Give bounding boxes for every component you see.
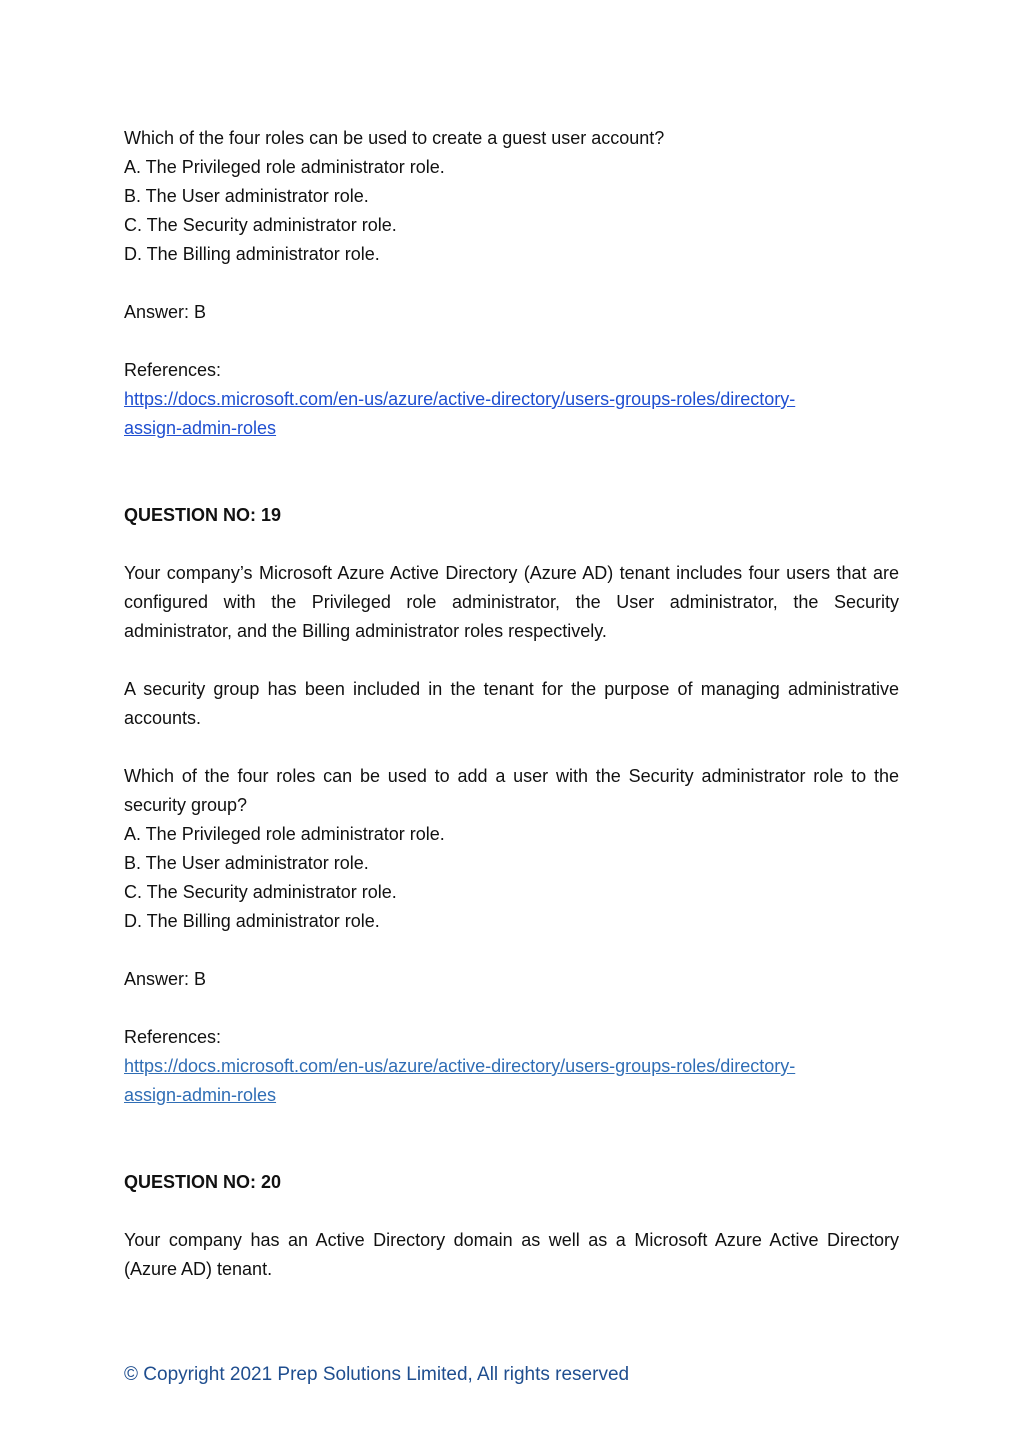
question-19-text: Which of the four roles can be used to add a user with the Security administrator role to the security group? xyxy=(124,766,899,815)
question-18-section xyxy=(124,124,899,443)
question-19-option-a: A. The Privileged role administrator role. xyxy=(124,824,445,844)
question-20-heading: QUESTION NO: 20 xyxy=(124,1172,282,1192)
question-19-heading: QUESTION NO: 19 xyxy=(124,505,282,525)
question-19-link-line-2: assign-admin-roles xyxy=(124,1085,277,1105)
question-19-paragraph-2: A security group has been included in the tenant for the purpose of managing administrative accounts. xyxy=(124,679,899,728)
question-19-option-c: C. The Security administrator role. xyxy=(124,882,397,902)
question-19-reference-link[interactable] xyxy=(124,1052,899,1110)
question-19-answer: Answer: B xyxy=(124,969,207,989)
question-20-section xyxy=(124,1168,899,1284)
question-19-option-b: B. The User administrator role. xyxy=(124,853,369,873)
question-18-option-d: D. The Billing administrator role. xyxy=(124,244,380,264)
question-19-paragraph-1: Your company’s Microsoft Azure Active Directory (Azure AD) tenant includes four users that are configured with the Privileged role administrator, the User administrator, the Security administrator, and the Billing administrator roles respectively. xyxy=(124,563,899,641)
question-18-text: Which of the four roles can be used to create a guest user account? xyxy=(124,128,665,148)
question-18-link-line-2: assign-admin-roles xyxy=(124,418,277,438)
question-18-option-c: C. The Security administrator role. xyxy=(124,215,397,235)
question-18-option-b: B. The User administrator role. xyxy=(124,186,369,206)
question-18-link-line-1: https://docs.microsoft.com/en-us/azure/active-directory/users-groups-roles/directory- xyxy=(124,389,796,409)
question-18-references-label: References: xyxy=(124,360,222,380)
question-19-references-label: References: xyxy=(124,1027,222,1047)
question-19-link-line-1: https://docs.microsoft.com/en-us/azure/active-directory/users-groups-roles/directory- xyxy=(124,1056,796,1076)
question-20-paragraph-1: Your company has an Active Directory domain as well as a Microsoft Azure Active Directory (Azure AD) tenant. xyxy=(124,1230,899,1279)
question-18-reference-link[interactable] xyxy=(124,385,899,443)
question-18-option-a: A. The Privileged role administrator role. xyxy=(124,157,445,177)
question-19-option-d: D. The Billing administrator role. xyxy=(124,911,380,931)
question-18-answer: Answer: B xyxy=(124,302,207,322)
copyright-footer: © Copyright 2021 Prep Solutions Limited, All rights reserved xyxy=(124,1364,630,1385)
question-19-section xyxy=(124,501,899,1110)
